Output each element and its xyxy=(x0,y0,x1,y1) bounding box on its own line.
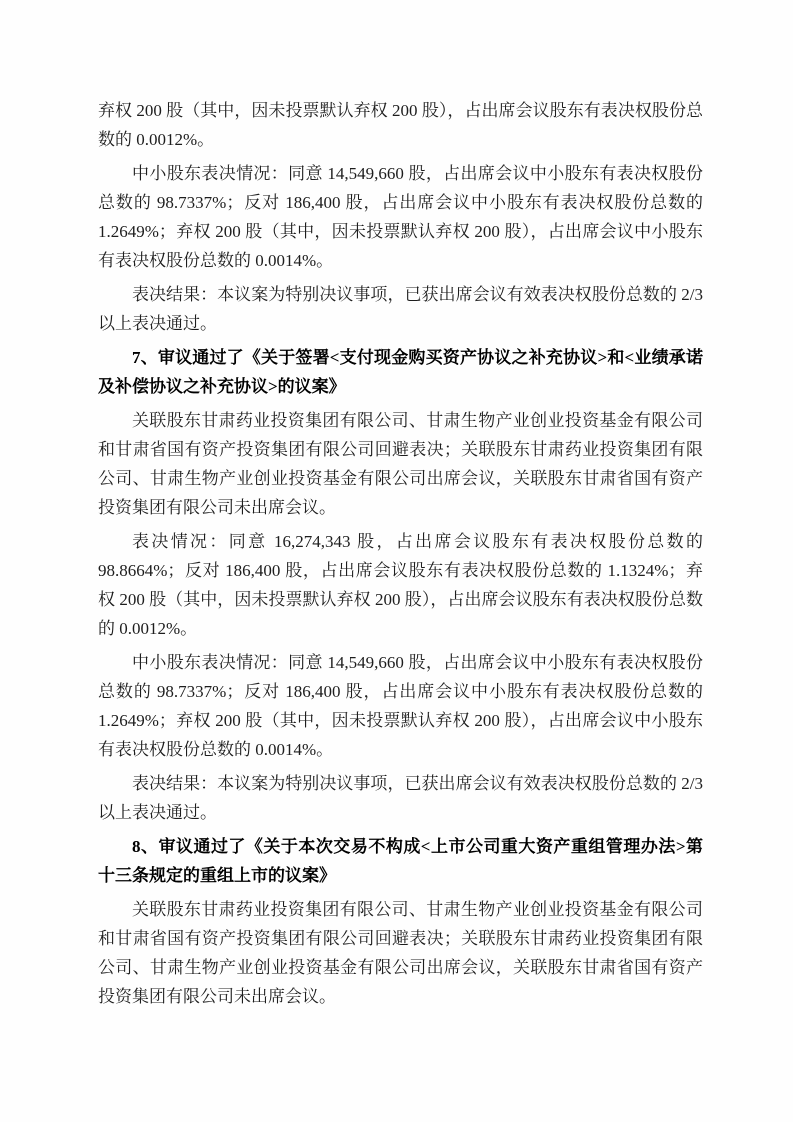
document-content xyxy=(98,96,703,1011)
para-abstain-continued: 弃权 200 股（其中，因未投票默认弃权 200 股），占出席会议股东有表决权股份总数的 0.0012%。 xyxy=(98,101,703,149)
para-vote-conclusion-item6: 表决结果：本议案为特别决议事项，已获出席会议有效表决权股份总数的 2/3 以上表决通过。 xyxy=(98,285,703,333)
para-related-shareholders-item7: 关联股东甘肃药业投资集团有限公司、甘肃生物产业创业投资基金有限公司和甘肃省国有资产投资集团有限公司回避表决；关联股东甘肃药业投资集团有限公司、甘肃生物产业创业投资基金有限公司出席会议，关联股东甘肃省国有资产投资集团有限公司未出席会议。 xyxy=(98,411,703,517)
para-vote-conclusion-item7: 表决结果：本议案为特别决议事项，已获出席会议有效表决权股份总数的 2/3 以上表决通过。 xyxy=(98,774,703,822)
heading-proposal-7: 7、审议通过了《关于签署<支付现金购买资产协议之补充协议>和<业绩承诺及补偿协议之补充协议>的议案》 xyxy=(98,348,703,396)
para-related-shareholders-item8: 关联股东甘肃药业投资集团有限公司、甘肃生物产业创业投资基金有限公司和甘肃省国有资产投资集团有限公司回避表决；关联股东甘肃药业投资集团有限公司、甘肃生物产业创业投资基金有限公司出席会议，关联股东甘肃省国有资产投资集团有限公司未出席会议。 xyxy=(98,900,703,1006)
para-minority-vote-result-item6: 中小股东表决情况：同意 14,549,660 股，占出席会议中小股东有表决权股份总数的 98.7337%；反对 186,400 股，占出席会议中小股东有表决权股份总数的 1.2649%；弃权 200 股（其中，因未投票默认弃权 200 股），占出席会议中小股东有表决权股份总数的 0.0014%。 xyxy=(98,164,703,270)
para-minority-vote-result-item7: 中小股东表决情况：同意 14,549,660 股，占出席会议中小股东有表决权股份总数的 98.7337%；反对 186,400 股，占出席会议中小股东有表决权股份总数的 1.2649%；弃权 200 股（其中，因未投票默认弃权 200 股），占出席会议中小股东有表决权股份总数的 0.0014%。 xyxy=(98,653,703,759)
heading-proposal-8: 8、审议通过了《关于本次交易不构成<上市公司重大资产重组管理办法>第十三条规定的重组上市的议案》 xyxy=(98,837,703,885)
para-vote-result-item7: 表决情况：同意 16,274,343 股，占出席会议股东有表决权股份总数的 98.8664%；反对 186,400 股，占出席会议股东有表决权股份总数的 1.1324%；弃权 200 股（其中，因未投票默认弃权 200 股），占出席会议股东有表决权股份总数的 0.0012%。 xyxy=(98,532,703,638)
